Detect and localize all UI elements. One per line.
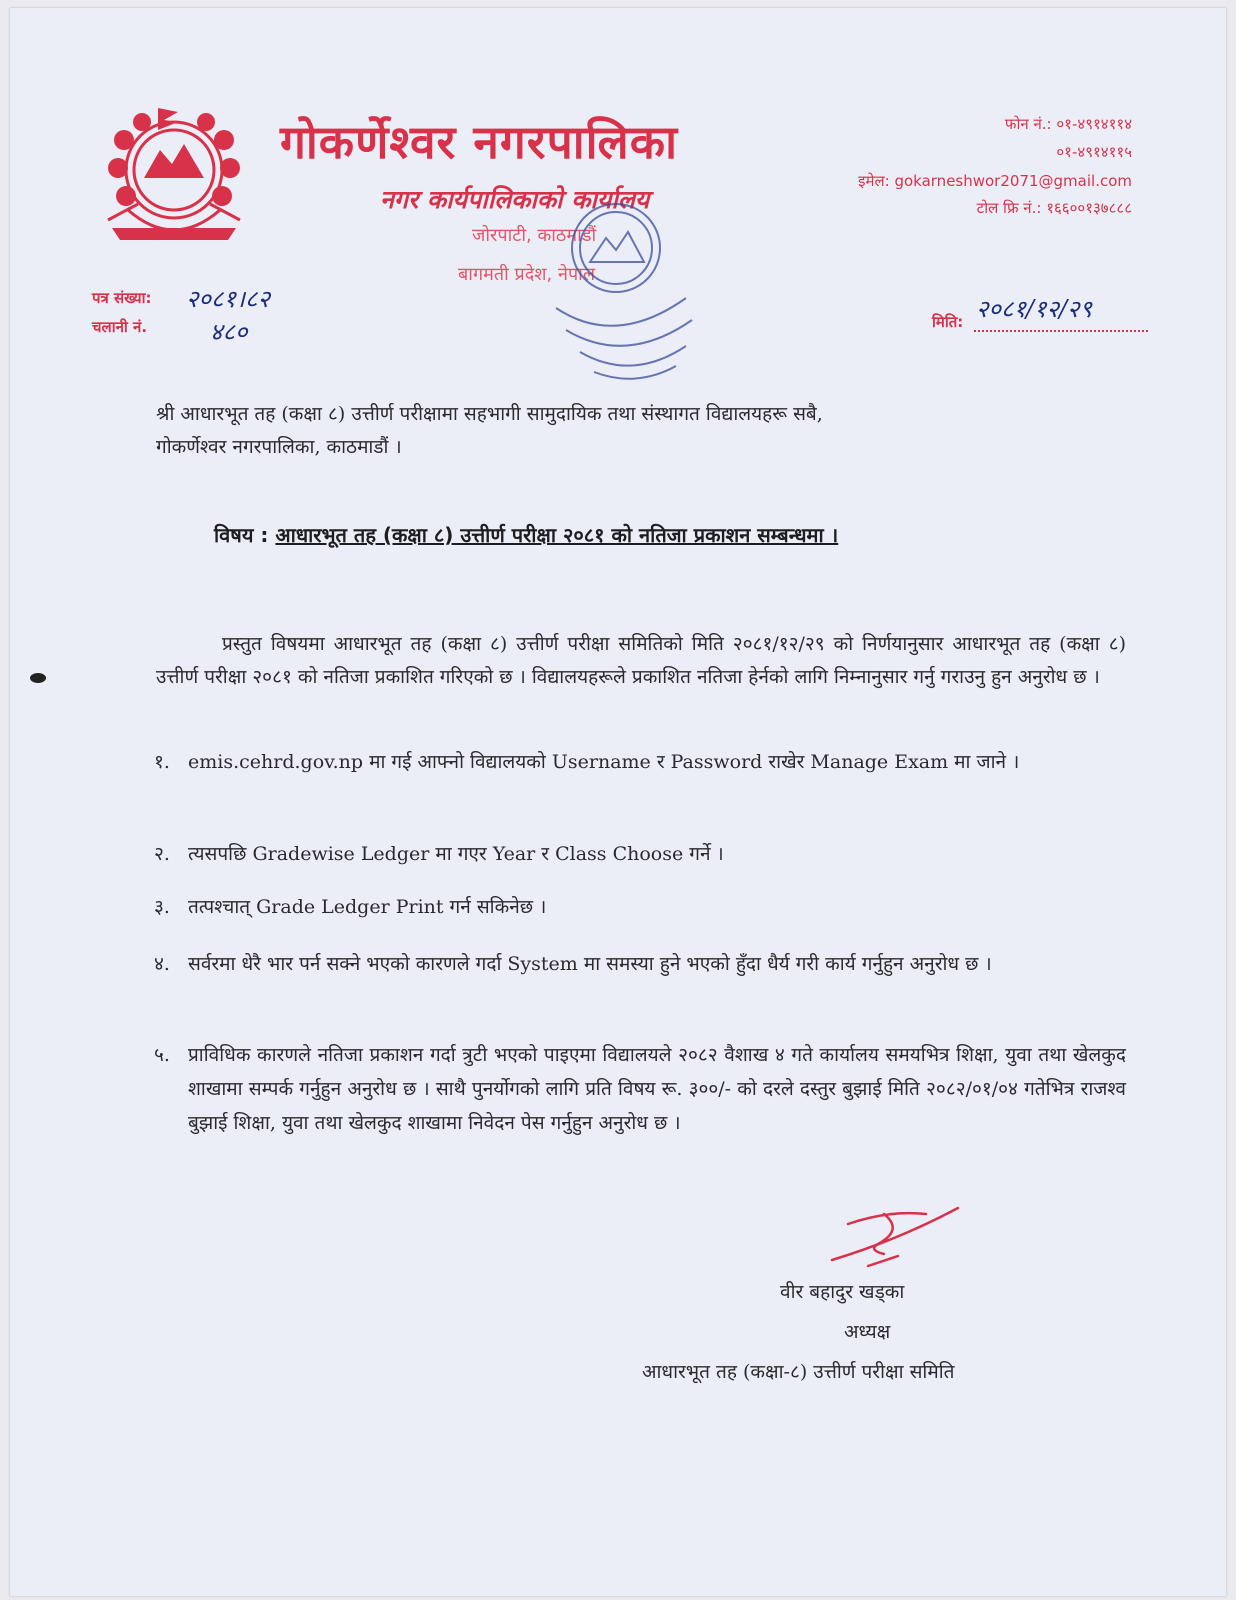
list-item-number: २.: [154, 843, 170, 865]
signatory-name: वीर बहादुर खड्का: [780, 1281, 905, 1303]
list-item-text: तत्पश्चात् Grade Ledger Print गर्न सकिनेछ ।: [188, 896, 547, 918]
signatory-designation: अध्यक्ष: [844, 1321, 891, 1343]
email: इमेल: gokarneshwor2071@gmail.com: [858, 172, 1132, 190]
list-item-number: १.: [154, 751, 170, 773]
list-item: [154, 837, 1126, 871]
list-item-text: emis.cehrd.gov.np मा गई आफ्नो विद्यालयको Username र Password राखेर Manage Exam मा जाने ।: [188, 751, 1020, 773]
letter-number-value: २०८१।८२: [186, 285, 270, 313]
dispatch-number-value: ४८०: [210, 318, 248, 346]
list-item-text: प्राविधिक कारणले नतिजा प्रकाशन गर्दा त्रुटी भएको पाइएमा विद्यालयले २०८२ वैशाख ४ गते कार्यालय समयभित्र शिक्षा, युवा तथा खेलकुद शाखामा सम्पर्क गर्नुहुन अनुरोध छ । साथै पुनर्योगको लागि प्रति विषय रू. ३००/- को दरले दस्तुर बुझाई मिति २०८२/०१/०४ गतेभित्र राजश्व बुझाई शिक्षा, युवा तथा खेलकुद शाखामा निवेदन पेस गर्नुहुन अनुरोध छ ।: [188, 1044, 1126, 1134]
subject-label: विषय :: [214, 523, 269, 547]
toll-free: टोल फ्रि नं.: १६६००१३७८८८: [976, 199, 1132, 217]
dispatch-number-label: चलानी नं.: [92, 318, 148, 336]
recipient-line-1: श्री आधारभूत तह (कक्षा ८) उत्तीर्ण परीक्षामा सहभागी सामुदायिक तथा संस्थागत विद्यालयहरू सबै,: [156, 403, 823, 425]
letter-page: [10, 8, 1226, 1596]
date-value: २०८१/१२/२९: [976, 295, 1093, 323]
recipient-line-2: गोकर्णेश्वर नगरपालिका, काठमाडौं ।: [156, 436, 402, 458]
intro-text: प्रस्तुत विषयमा आधारभूत तह (कक्षा ८) उत्तीर्ण परीक्षा समितिको मिति २०८१/१२/२९ को निर्णयानुसार आधारभूत तह (कक्षा ८) उत्तीर्ण परीक्षा २०८१ को नतिजा प्रकाशित गरिएको छ । विद्यालयहरूले प्रकाशित नतिजा हेर्नको लागि निम्नानुसार गर्नु गराउनु हुन अनुरोध छ ।: [156, 633, 1126, 688]
subject-line: [214, 521, 838, 548]
letterhead-address-1: जोरपाटी, काठमाडौं: [472, 225, 597, 246]
list-item-number: ५.: [154, 1044, 170, 1066]
signatory-committee: आधारभूत तह (कक्षा-८) उत्तीर्ण परीक्षा समिति: [642, 1361, 955, 1383]
date-label: मिति:: [932, 313, 964, 331]
ink-smudge-icon: [28, 671, 48, 685]
list-item-text: सर्वरमा धेरै भार पर्न सक्ने भएको कारणले गर्दा System मा समस्या हुने भएको हुँदा धैर्य गरी कार्य गर्नुहुन अनुरोध छ ।: [188, 953, 992, 975]
date-dotted-line: [974, 330, 1148, 332]
list-item: [154, 947, 1126, 981]
signature-icon: [828, 1200, 962, 1270]
phone-1: फोन नं.: ०१-४९१४११४: [1004, 115, 1132, 133]
list-item-text: त्यसपछि Gradewise Ledger मा गएर Year र Class Choose गर्ने ।: [188, 843, 724, 865]
list-item: [154, 1038, 1126, 1140]
list-item: [154, 745, 1126, 779]
list-item-number: ४.: [154, 953, 170, 975]
intro-paragraph: [156, 628, 1126, 694]
subject-text: आधारभूत तह (कक्षा ८) उत्तीर्ण परीक्षा २०८१ को नतिजा प्रकाशन सम्बन्धमा ।: [275, 523, 839, 547]
list-item: [154, 890, 1126, 924]
letterhead-address-2: बागमती प्रदेश, नेपाल: [458, 264, 596, 285]
list-item-number: ३.: [154, 896, 170, 918]
phone-2: ०१-४९१४११५: [1056, 143, 1132, 161]
office-stamp-icon: [536, 198, 712, 388]
letter-number-label: पत्र संख्या:: [92, 289, 152, 307]
letterhead-title: गोकर्णेश्वर नगरपालिका: [280, 115, 678, 169]
nepal-emblem-icon: [98, 100, 250, 246]
letterhead-subtitle: नगर कार्यपालिकाको कार्यालय: [380, 185, 650, 214]
